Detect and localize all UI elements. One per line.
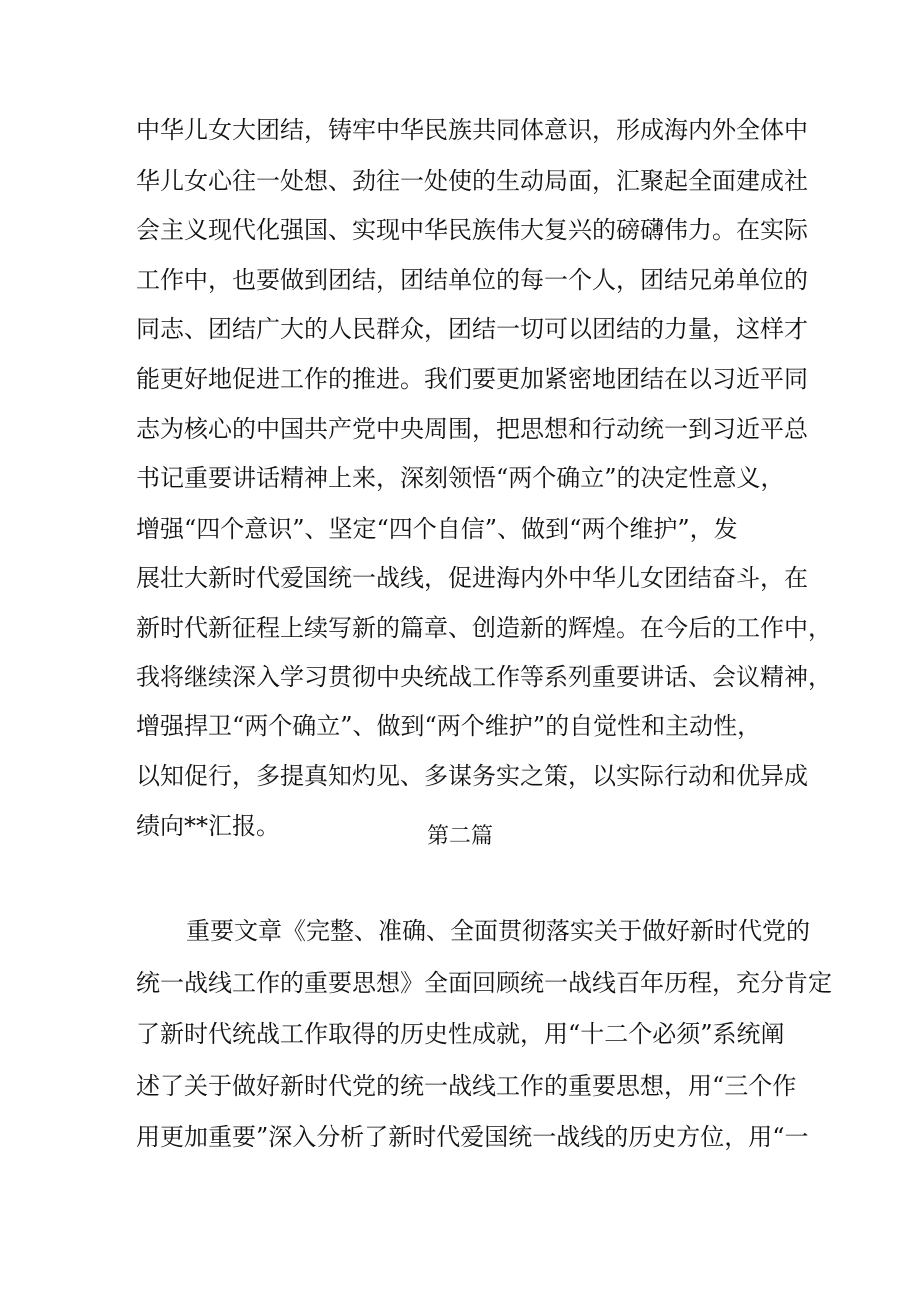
paragraph-line: 会主义现代化强国、实现中华民族伟大复兴的磅礴伟力。在实际 — [136, 216, 808, 244]
paragraph-line: 统一战线工作的重要思想》全面回顾统一战线百年历程，充分肯定 — [136, 969, 832, 997]
paragraph-line: 工作中，也要做到团结，团结单位的每一个人，团结兄弟单位的 — [136, 266, 808, 294]
paragraph-line: 增强“四个意识”、坚定“四个自信”、做到“两个维护”，发 — [136, 515, 738, 543]
paragraph-line: 增强捍卫“两个确立”、做到“两个维护”的自觉性和主动性， — [136, 712, 762, 740]
paragraph-line: 志为核心的中国共产党中央周围，把思想和行动统一到习近平总 — [136, 415, 808, 443]
section-heading: 第二篇 — [426, 824, 493, 849]
paragraph-line: 述了关于做好新时代党的统一战线工作的重要思想，用“三个作 — [136, 1072, 797, 1100]
paragraph-line: 重要文章《完整、准确、全面贯彻落实关于做好新时代党的 — [186, 917, 810, 945]
paragraph-line: 书记重要讲话精神上来，深刻领悟“两个确立”的决定性意义， — [136, 464, 785, 492]
paragraph-line: 新时代新征程上续写新的篇章、创造新的辉煌。在今后的工作中， — [136, 614, 832, 642]
paragraph-line: 中华儿女大团结，铸牢中华民族共同体意识，形成海内外全体中 — [136, 116, 808, 144]
paragraph-line: 能更好地促进工作的推进。我们要更加紧密地团结在以习近平同 — [136, 365, 808, 393]
paragraph-line: 以知促行，多提真知灼见、多谋务实之策，以实际行动和优异成 — [136, 762, 808, 790]
paragraph-line: 展壮大新时代爱国统一战线，促进海内外中华儿女团结奋斗，在 — [136, 564, 808, 592]
paragraph-line: 了新时代统战工作取得的历史性成就，用“十二个必须”系统阐 — [136, 1020, 785, 1048]
paragraph-line: 绩向**汇报。 — [136, 812, 280, 840]
paragraph-line: 华儿女心往一处想、劲往一处使的生动局面，汇聚起全面建成社 — [136, 167, 808, 195]
paragraph-line: 用更加重要”深入分析了新时代爱国统一战线的历史方位，用“一 — [136, 1123, 809, 1151]
paragraph-line: 同志、团结广大的人民群众，团结一切可以团结的力量，这样才 — [136, 315, 808, 343]
paragraph-line: 我将继续深入学习贯彻中央统战工作等系列重要讲话、会议精神， — [136, 663, 832, 691]
